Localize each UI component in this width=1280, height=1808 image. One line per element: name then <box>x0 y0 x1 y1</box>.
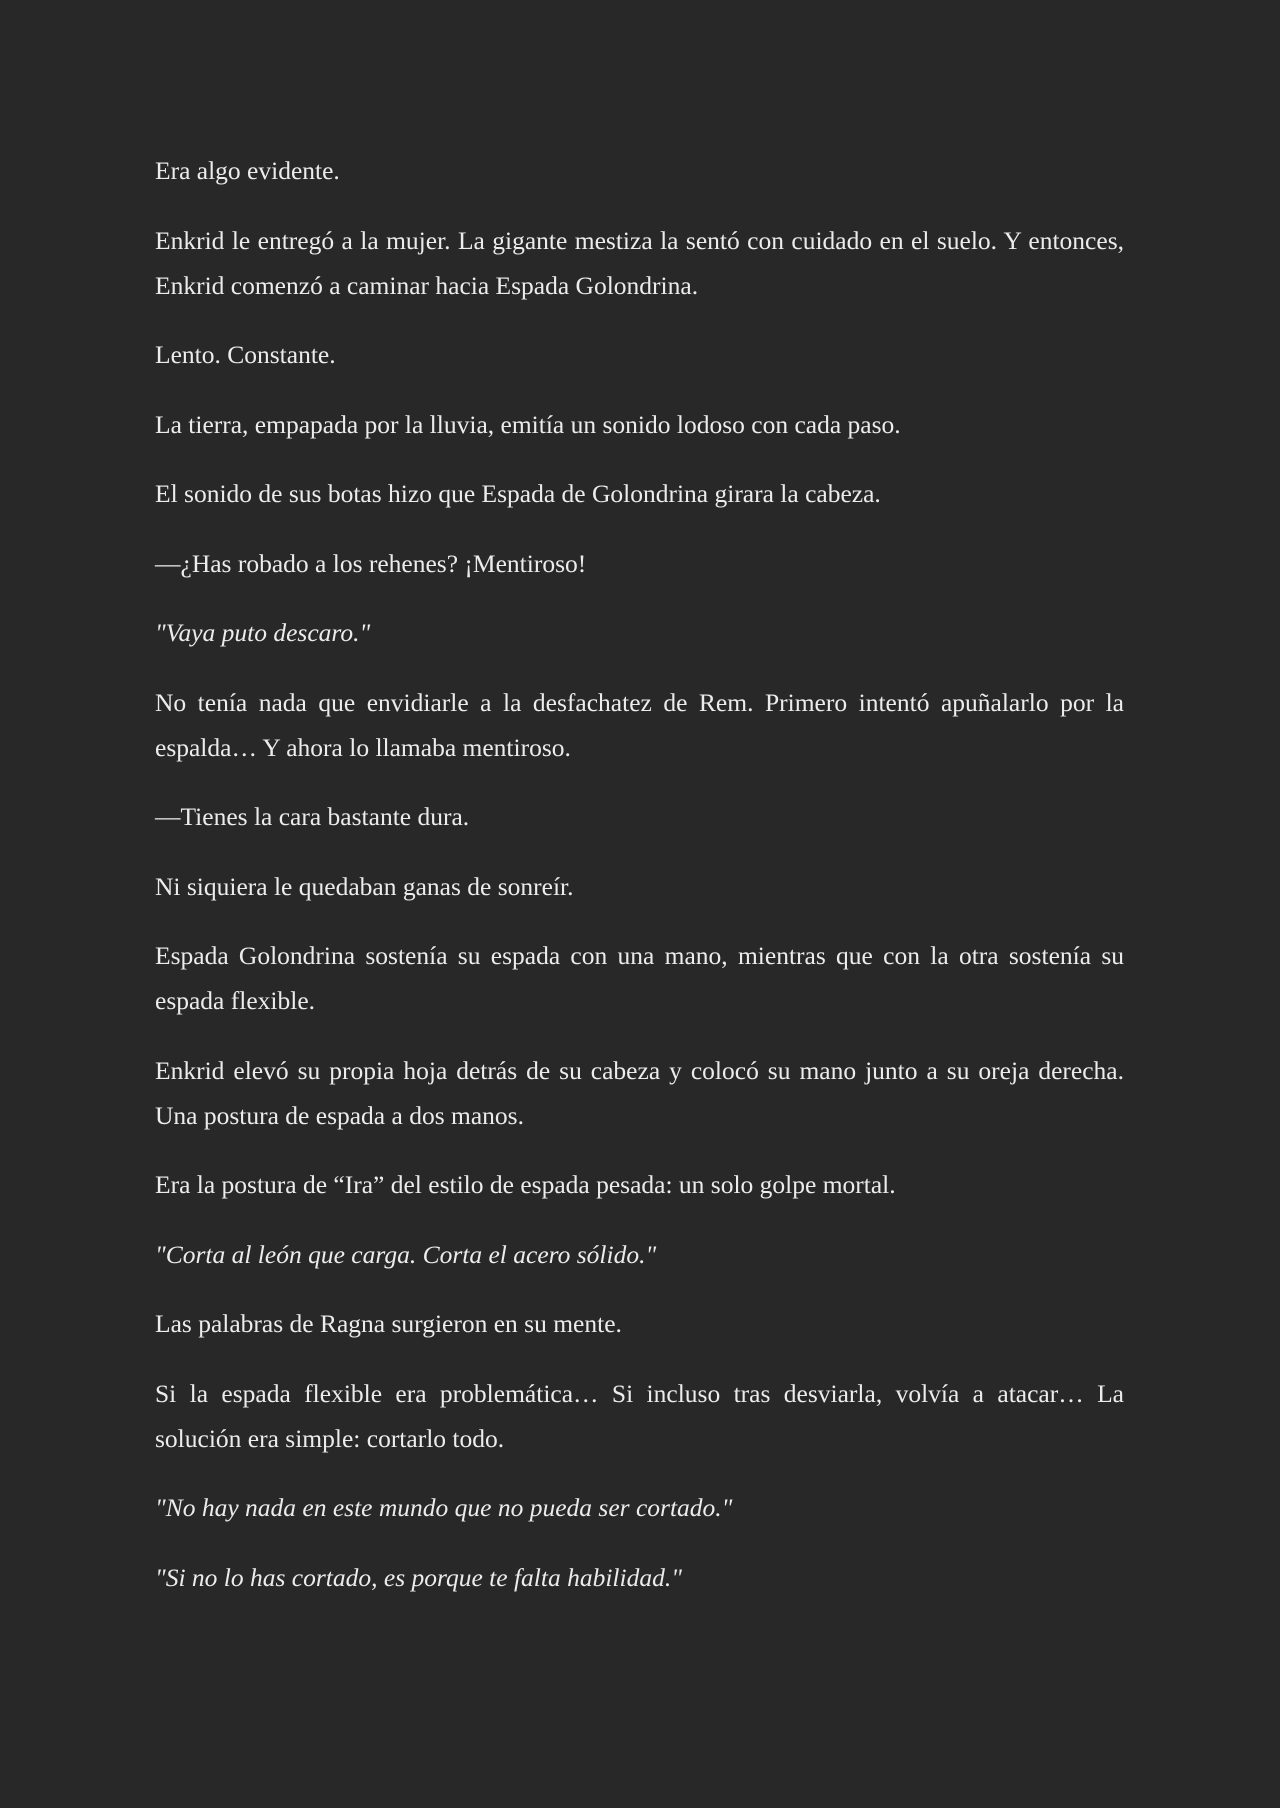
paragraph: Ni siquiera le quedaban ganas de sonreír. <box>155 871 574 901</box>
paragraph: Lento. Constante. <box>155 340 336 369</box>
chapter-text <box>155 148 1124 1624</box>
paragraph: La tierra, empapada por la lluvia, emitía un sonido lodoso con cada paso. <box>155 409 901 439</box>
paragraph: Si la espada flexible era problemática… Si incluso tras desviarla, volvía a atacar… La solución era simple: cortarlo todo. <box>155 1378 1124 1453</box>
paragraph: El sonido de sus botas hizo que Espada de Golondrina girara la cabeza. <box>155 479 881 508</box>
paragraph: Las palabras de Ragna surgieron en su mente. <box>155 1309 622 1338</box>
paragraph: Enkrid elevó su propia hoja detrás de su cabeza y colocó su mano junto a su oreja derecha. Una postura de espada a dos manos. <box>155 1055 1124 1130</box>
thought-paragraph: "Vaya puto descaro." <box>155 618 371 647</box>
paragraph: Enkrid le entregó a la mujer. La gigante mestiza la sentó con cuidado en el suelo. Y entonces, Enkrid comenzó a caminar hacia Espada Golondrina. <box>155 225 1124 300</box>
paragraph: No tenía nada que envidiarle a la desfachatez de Rem. Primero intentó apuñalarlo por la espalda… Y ahora lo llamaba mentiroso. <box>155 687 1124 762</box>
paragraph: Era la postura de “Ira” del estilo de espada pesada: un solo golpe mortal. <box>155 1170 896 1199</box>
paragraph: Espada Golondrina sostenía su espada con una mano, mientras que con la otra sostenía su espada flexible. <box>155 941 1124 1015</box>
thought-paragraph: "Corta al león que carga. Corta el acero sólido." <box>155 1239 657 1269</box>
dialogue-paragraph: —Tienes la cara bastante dura. <box>155 802 470 831</box>
thought-paragraph: "No hay nada en este mundo que no pueda ser cortado." <box>155 1493 733 1522</box>
thought-paragraph: "Si no lo has cortado, es porque te falta habilidad." <box>155 1562 682 1592</box>
dialogue-paragraph: —¿Has robado a los rehenes? ¡Mentiroso! <box>155 548 587 578</box>
paragraph: Era algo evidente. <box>155 156 340 185</box>
